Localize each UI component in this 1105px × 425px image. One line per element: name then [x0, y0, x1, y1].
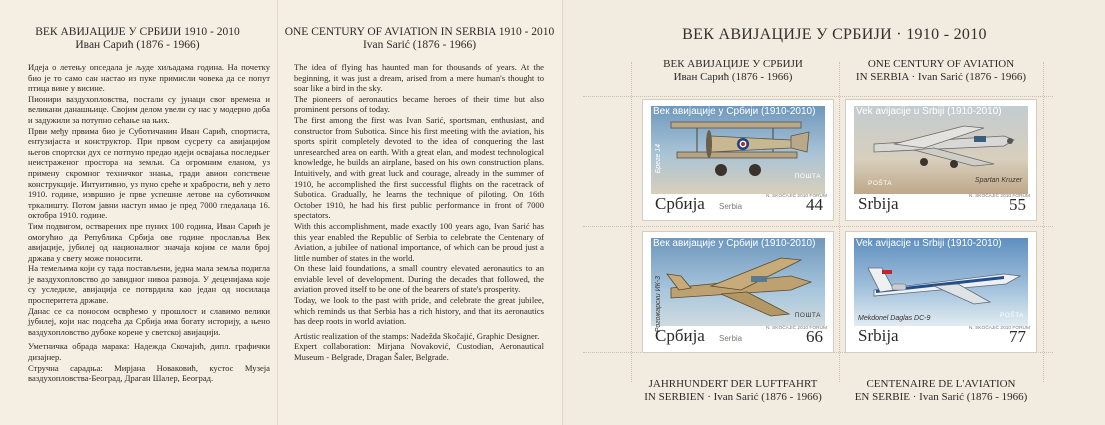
stamp-country: Србија [655, 194, 705, 213]
english-subtitle: Ivan Sarić (1876 - 1966) [362, 39, 477, 51]
header-serbian-line2: Иван Сарић (1876 - 1966) [673, 71, 793, 83]
serbian-paragraph: На темељима који су тада постављени, једна мала земља подигла је ваздухопловство до завидног нивоа развоја. У деценијама које су уследиле, авијација се потврдила као један од носилаца просперитета државе. [28, 263, 270, 306]
english-text-panel [277, 0, 561, 425]
serbian-paragraph: Данас се са поносом осврћемо у прошлост и славимо велики јубилеј, који нас подсећа да Србија има богату историју, а њено ваздухопловство дубоке корене у светској авијацији. [28, 305, 270, 337]
header-english-line2: IN SERBIA · Ivan Sarić (1876 - 1966) [855, 71, 1027, 83]
stamp-artwork [651, 106, 825, 194]
header-english-line1: ONE CENTURY OF AVIATION [867, 58, 1015, 70]
stamp-posta: POŠTA [999, 312, 1024, 319]
english-paragraph: The pioneers of aeronautics became heroes of their time but also prominent persons of today. [294, 93, 544, 115]
stamp-country: Србија [655, 326, 705, 345]
serbian-credits-artist: Уметничка обрада марака: Надежда Скочајић, дипл. графички дизајнер. [28, 341, 270, 363]
stamp-posta: ПОШТА [794, 173, 821, 180]
english-paragraph: On these laid foundations, a small country elevated aeronautics to an enviable level of development. During the decades that followed, the aviation proved itself to be one of the bearers of state's prosperity. [294, 263, 544, 295]
perforation-line [583, 352, 1053, 353]
english-body [294, 62, 544, 363]
stamp-posta: POŠTA [868, 180, 893, 187]
stamp-value: 66 [806, 327, 823, 346]
serbian-credits-expert: Стручна сарадња: Мирјана Новаковић, кустос Музеја ваздухопловства-Београд, Драган Шалер, Београд. [28, 362, 270, 384]
plane-name: Spartan Kruzer [974, 177, 1022, 184]
stamp-caption: Vek avijacije u Srbiji (1910-2010) [856, 106, 1002, 117]
perforation-line [839, 62, 840, 382]
perforation-line [583, 226, 1053, 227]
stamp-sheet-title: ВЕК АВИЈАЦИЈЕ У СРБИЈИ · 1910 - 2010 [682, 26, 987, 43]
footer-german [633, 378, 833, 404]
serbian-heading [0, 26, 275, 52]
stamp-breguet-44[interactable] [643, 100, 833, 220]
stamp-sheet-panel [562, 0, 1105, 425]
footer-french-line1: CENTENAIRE DE L'AVIATION [866, 378, 1016, 390]
serbian-text-panel [0, 0, 275, 425]
stamp-country-latin: Serbia [719, 202, 743, 211]
perforation-line [631, 62, 632, 382]
serbian-body [28, 62, 270, 384]
header-english [841, 58, 1041, 84]
english-credits-artist: Artistic realization of the stamps: Nadežda Skočajić, Graphic Designer. [294, 330, 540, 341]
serbian-title: ВЕК АВИЈАЦИЈЕ У СРБИЈИ 1910 - 2010 [35, 26, 240, 38]
stamp-value: 44 [806, 195, 823, 214]
footer-french-line2: EN SERBIE · Ivan Sarić (1876 - 1966) [854, 391, 1028, 403]
stamp-imprint: N. SKOČAJIĆ 2010 FORUM [765, 194, 827, 199]
english-credits-expert: Expert collaboration: Mirjana Novaković, Custodian, Aeronautical Museum - Belgrade, Dragan Šaler, Belgrade. [294, 341, 544, 363]
stamp-imprint: N. SKOČAJIĆ 2010 FORUM [968, 326, 1030, 331]
footer-german-line1: JAHRHUNDERT DER LUFTFAHRT [648, 378, 818, 390]
biplane-icon [651, 106, 825, 194]
stamp-value: 55 [1009, 195, 1026, 214]
plane-name: Mekdonel Daglas DC-9 [858, 315, 931, 322]
perforation-line [583, 96, 1053, 97]
stamp-country-latin: Serbia [719, 334, 743, 343]
footer-french [841, 378, 1041, 404]
plane-name: Бреге 14 [655, 144, 662, 174]
stamp-caption: Vek avijacije u Srbiji (1910-2010) [856, 238, 1002, 249]
header-serbian-line1: ВЕК АВИЈАЦИЈЕ У СРБИЈИ [663, 58, 803, 70]
stamp-country: Srbija [858, 194, 899, 213]
footer-german-line2: IN SERBIEN · Ivan Sarić (1876 - 1966) [644, 391, 822, 403]
plane-name: Рогожарски ИК-3 [655, 276, 662, 333]
stamp-posta: ПОШТА [794, 312, 821, 319]
stamp-caption: Век авијације у Србији (1910-2010) [653, 106, 816, 117]
serbian-paragraph: Идеја о летењу опседала је људе хиљадама година. На почетку био је то само сан настао из пуке примисли човека да се попут птица вине у висине. [28, 62, 270, 94]
stamp-country: Srbija [858, 326, 899, 345]
english-paragraph: With this accomplishment, made exactly 100 years ago, Ivan Sarić has this year enabled the Republic of Serbia to celebrate the Centenary of Aviation, a jubilee of national importance, of which can be proud just a little number of states in the world. [294, 220, 544, 263]
stamp-imprint: N. SKOČAJIĆ 2010 FORUM [968, 194, 1030, 199]
stamp-ik3-66[interactable] [643, 232, 833, 352]
header-serbian [633, 58, 833, 84]
serbian-paragraph: Тим подвигом, остварених пре пуних 100 година, Иван Сарић је омогућио да Република Србија ове године прославља Век авијације, јубилеј од националног значаја којим се мали број држава у свету може поносити. [28, 220, 270, 263]
english-paragraph: The idea of flying has haunted man for thousands of years. At the beginning, it was just a dream, arised from a mere human's thought to soar like a bird in the sky. [294, 62, 544, 94]
stamp-imprint: N. SKOČAJIĆ 2010 FORUM [765, 326, 827, 331]
perforation-line [1043, 62, 1044, 382]
serbian-paragraph: Први међу првима био је Суботичанин Иван Сарић, спортиста, ентузијаста и конструктор. При првом сусрету са авијацијом његов спортски дух се потпуно предао идеји освајања последњег неистраженог простора на земљи. Са огромним еланом, уз примену скромног техничког знања, гради авион сопствене конструкције. Интуитивно, уз пуно среће и храбрости, већ у лето 1910. године, извршио је прве успешне летове на суботичком тркалишту. Потом јавни наступ имао је пред 7000 гледалаца 16. октобра 1910. године. [28, 125, 270, 221]
serbian-paragraph: Пионири ваздухопловства, постали су јунаци свог времена и великани данашњице. Својим делом увели су нас у модерно доба и задужили за потупно сећање на њих. [28, 93, 270, 125]
english-heading [278, 26, 561, 52]
stamp-caption: Век авијације у Србији (1910-2010) [653, 238, 816, 249]
english-paragraph: Today, we look to the past with pride, and celebrate the great jubilee, which reminds us that Serbia has a rich history, and that its aeronautics has deep roots in world aviation. [294, 295, 544, 327]
stamp-dc9-77[interactable] [846, 232, 1036, 352]
stamp-value: 77 [1009, 327, 1026, 346]
stamp-spartan-55[interactable] [846, 100, 1036, 220]
english-paragraph: The first among the first was Ivan Sarić, sportsman, enthusiast, and constructor from Subotica. Since his first meeting with the aviation, his sports spirit completely devoted to the idea of conquering the last unresearched area on earth. With a great elan, and modest technological knowledge, he builds an airplane, based on his own construction plans. Intuitively, and with great luck and courage, already in the summer of 1910, he accomplished the first successful flights on the racetrack of Subotica. Gradually, he learns the technique of piloting. On 16th October 1910, he had his first public performance in front of 7000 spectators. [294, 114, 544, 221]
serbian-subtitle: Иван Сарић (1876 - 1966) [75, 39, 200, 51]
english-title: ONE CENTURY OF AVIATION IN SERBIA 1910 - 2010 [284, 26, 555, 38]
